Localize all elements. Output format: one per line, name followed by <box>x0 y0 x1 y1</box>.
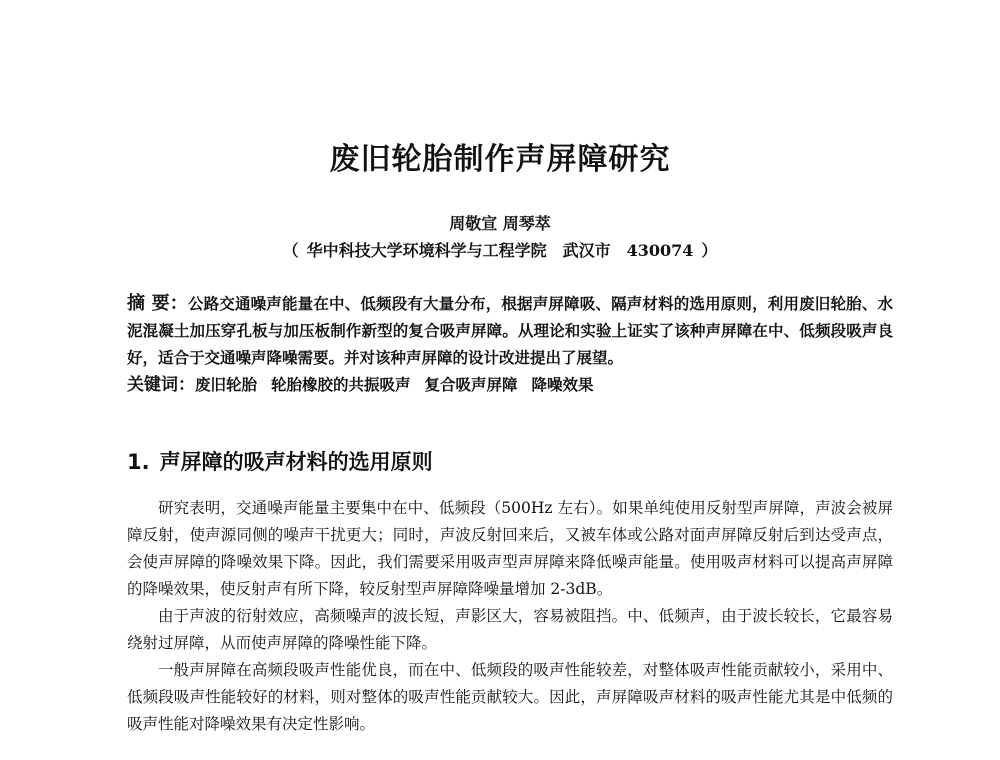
section-number: 1. <box>127 450 150 474</box>
keyword-item: 废旧轮胎 <box>195 375 258 394</box>
keywords <box>127 371 893 399</box>
keyword-item: 降噪效果 <box>531 375 594 394</box>
abstract-text: 公路交通噪声能量在中、低频段有大量分布，根据声屏障吸、隔声材料的选用原则，利用废旧轮胎、水泥混凝土加压穿孔板与加压板制作新型的复合吸声屏障。从理论和实验上证实了该种声屏障在中、低频段吸声良好，适合于交通噪声降噪需要。并对该种声屏障的设计改进提出了展望。 <box>127 294 893 367</box>
body-paragraph: 由于声波的衍射效应，高频噪声的波长短，声影区大，容易被阻挡。中、低频声，由于波长较长，它最容易绕射过屏障，从而使声屏障的降噪性能下降。 <box>127 607 893 652</box>
affiliation-close-paren: ） <box>701 241 718 260</box>
abstract-label: 摘 要： <box>127 293 188 314</box>
affiliation-open-paren: （ <box>282 241 299 260</box>
affiliation-city: 武汉市 <box>562 241 611 260</box>
author-line: 周敬宣 周琴萃 <box>449 214 551 233</box>
keyword-item: 复合吸声屏障 <box>424 375 518 394</box>
keywords-label: 关键词： <box>127 375 195 395</box>
affiliation-institution: 华中科技大学环境科学与工程学院 <box>306 241 547 260</box>
body-paragraph: 一般声屏障在高频段吸声性能优良，而在中、低频段的吸声性能较差，对整体吸声性能贡献较小，采用中、低频段吸声性能较好的材料，则对整体的吸声性能贡献较大。因此，声屏障吸声材料的吸声性能尤其是中低频的吸声性能对降噪效果有决定性影响。 <box>127 661 893 733</box>
section-title: 声屏障的吸声材料的选用原则 <box>159 450 433 474</box>
abstract <box>127 290 893 371</box>
body-paragraph: 研究表明，交通噪声能量主要集中在中、低频段（500Hz 左右）。如果单纯使用反射型声屏障，声波会被屏障反射，使声源同侧的噪声干扰更大；同时，声波反射回来后，又被车体或公路对面声屏障反射后到达受声点，会使声屏障的降噪效果下降。因此，我们需要采用吸声型声屏障来降低噪声能量。使用吸声材料可以提高声屏障的降噪效果，使反射声有所下降，较反射型声屏障降噪量增加 2-3dB。 <box>127 499 893 598</box>
keyword-item: 轮胎橡胶的共振吸声 <box>271 375 411 394</box>
paper-title: 废旧轮胎制作声屏障研究 <box>329 142 671 177</box>
affiliation-postcode: 430074 <box>626 241 694 260</box>
affiliation-line <box>0 238 1000 261</box>
section-heading <box>127 446 433 476</box>
section-body <box>127 495 893 738</box>
